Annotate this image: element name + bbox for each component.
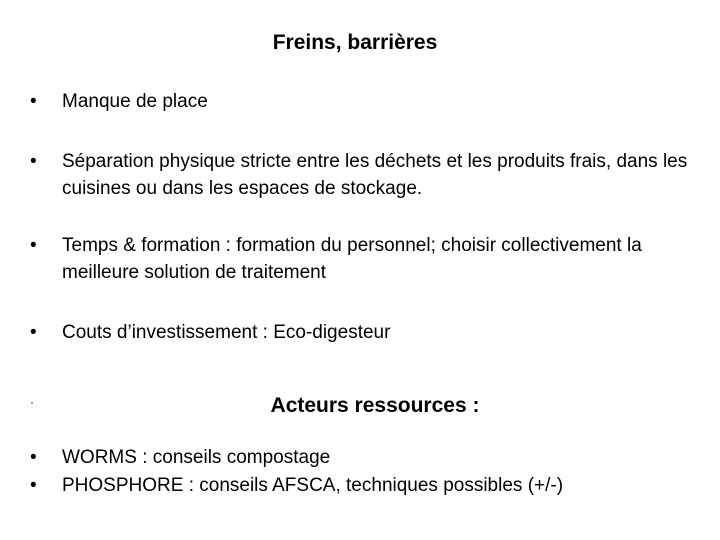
section-title: Acteurs ressources : xyxy=(270,394,480,417)
list-item-text: PHOSPHORE : conseils AFSCA, techniques possibles (+/-) xyxy=(62,475,564,496)
bullet-icon: • xyxy=(30,447,37,468)
list-item-text: Séparation physique stricte entre les déchets et les produits frais, dans les cuisines ou dans les espaces de stockage. xyxy=(62,151,688,199)
list-item-barrier-1 xyxy=(30,88,690,115)
bullet-icon: • xyxy=(30,91,37,112)
list-item-barrier-3 xyxy=(30,232,690,286)
bullet-icon: • xyxy=(30,235,37,256)
list-item-text: Manque de place xyxy=(62,91,208,112)
bullet-icon: • xyxy=(30,475,37,496)
bullet-icon: • xyxy=(30,322,37,343)
list-item-text: Temps & formation : formation du personnel; choisir collectivement la meilleure solution de traitement xyxy=(62,235,642,283)
bullet-icon: • xyxy=(30,151,37,172)
list-item-resource-2 xyxy=(30,472,690,499)
list-item-barrier-4 xyxy=(30,319,690,346)
small-bullet-marker: · xyxy=(30,395,34,409)
list-item-text: WORMS : conseils compostage xyxy=(62,447,331,468)
slide-title: Freins, barrières xyxy=(272,31,438,54)
list-item-resource-1 xyxy=(30,444,690,471)
list-item-text: Couts d’investissement : Eco-digesteur xyxy=(62,322,391,343)
list-item-barrier-2 xyxy=(30,148,690,202)
